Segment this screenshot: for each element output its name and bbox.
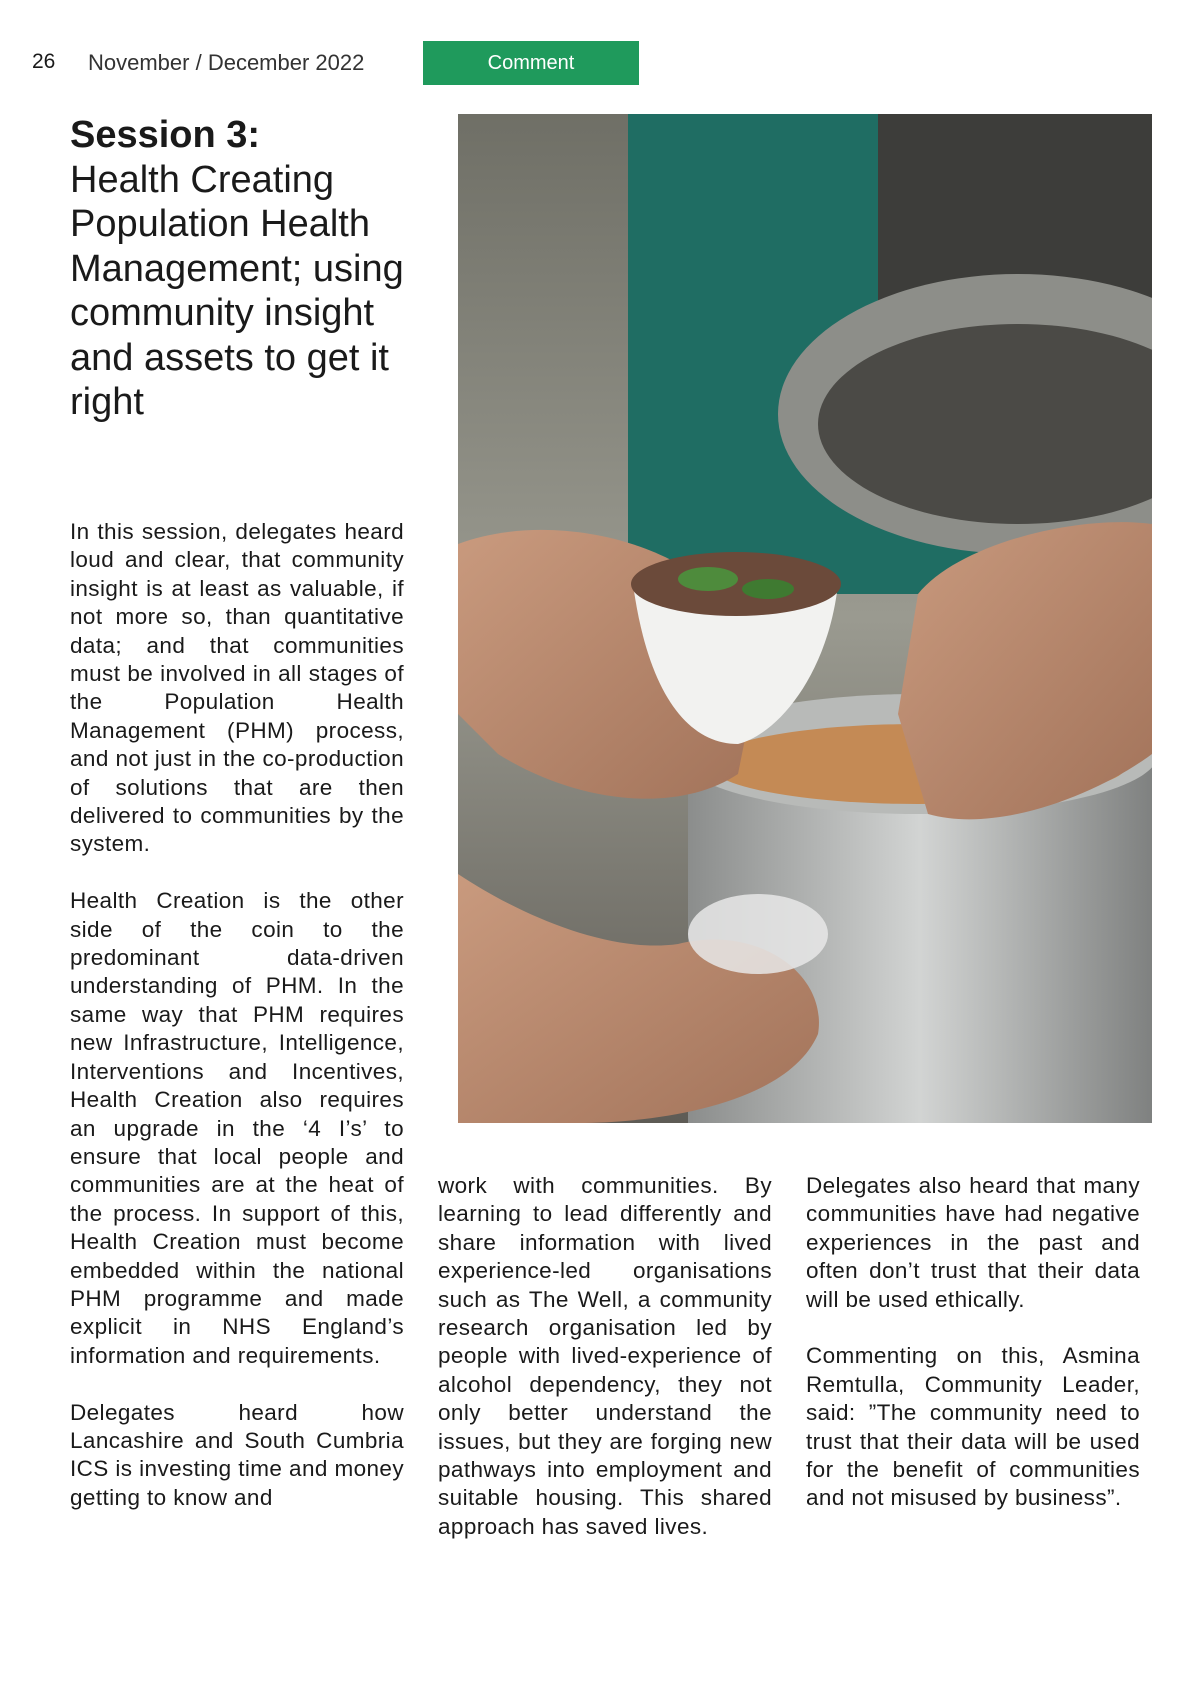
text-column-1 bbox=[70, 518, 404, 1541]
paragraph: Delegates heard how Lancashire and South Cumbria ICS is investing time and money getting to know and bbox=[70, 1399, 404, 1510]
food-sharing-photo bbox=[458, 114, 1152, 1123]
paragraph: Delegates also heard that many communities have had negative experiences in the past and often don’t trust that their data will be used ethically. bbox=[806, 1173, 1140, 1312]
article-heading bbox=[70, 113, 410, 425]
text-column-2 bbox=[438, 1172, 772, 1570]
text-column-3 bbox=[806, 1172, 1140, 1541]
paragraph: In this session, delegates heard loud and clear, that community insight is at least as valuable, if not more so, than quantitative data; and that communities must be involved in all stages of the Population Health Management (PHM) process, and not just in the co-production of solutions that are then delivered to communities by the system. bbox=[70, 519, 404, 857]
paragraph: Commenting on this, Asmina Remtulla, Community Leader, said: ”The community need to trust that their data will be used for the benefit of communities and not misused by business”. bbox=[806, 1343, 1140, 1511]
heading-lead: Session 3: bbox=[70, 114, 261, 156]
paragraph: work with communities. By learning to lead differently and share information with lived experience-led organisations such as The Well, a community research organisation led by people with lived-experience of alcohol dependency, they not only better understand the issues, but they are forging new pathways into employment and suitable housing. This shared approach has saved lives. bbox=[438, 1173, 772, 1539]
heading-title: Health Creating Population Health Management; using community insight and assets to get it right bbox=[70, 158, 404, 423]
issue-date: November / December 2022 bbox=[88, 50, 365, 75]
paragraph: Health Creation is the other side of the coin to the predominant data-driven understanding of PHM. In the same way that PHM requires new Infrastructure, Intelligence, Interventions and Incentives, Health Creation also requires an upgrade in the ‘4 I’s’ to ensure that local people and communities are at the heat of the process. In support of this, Health Creation must become embedded within the national PHM programme and made explicit in NHS England’s information and requirements. bbox=[70, 888, 404, 1368]
page-number: 26 bbox=[32, 50, 56, 73]
section-tab: Comment bbox=[423, 41, 639, 85]
article-photo bbox=[458, 114, 1152, 1123]
